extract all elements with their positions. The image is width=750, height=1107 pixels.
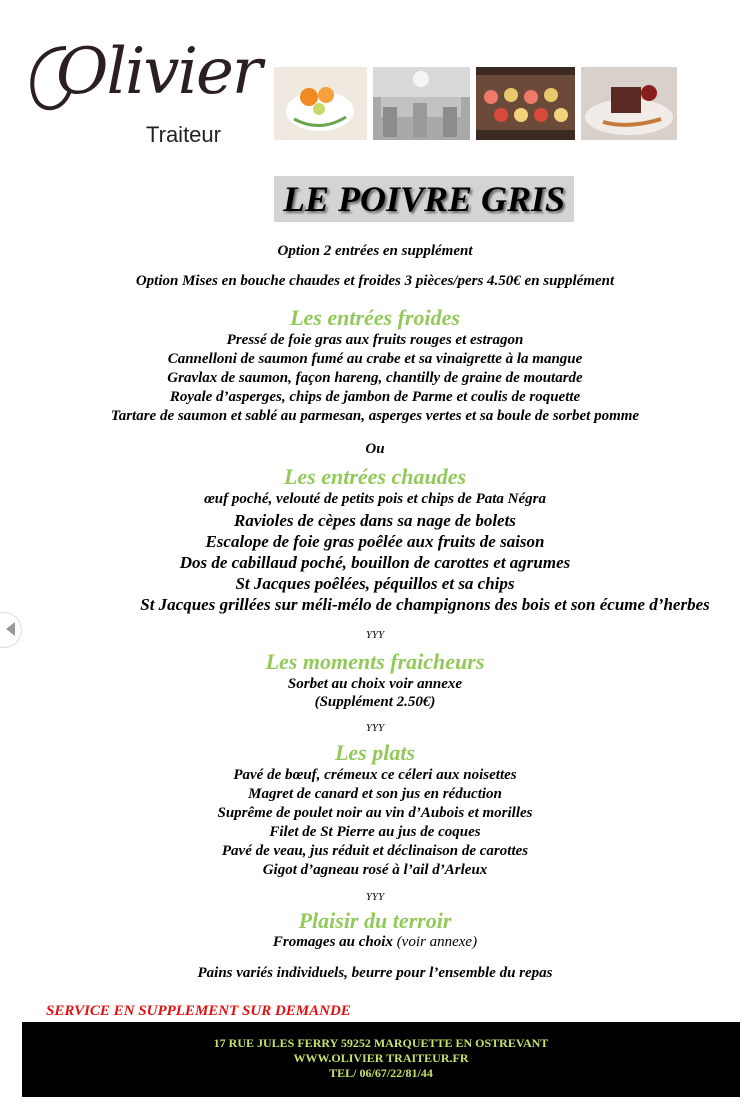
option-line-1: Option 2 entrées en supplément (277, 243, 473, 259)
section-heading-terroir: Plaisir du terroir (298, 908, 452, 933)
footer-bar (22, 1022, 740, 1097)
menu-item: œuf poché, velouté de petits pois et chips de Pata Négra (203, 491, 547, 507)
service-notice: SERVICE EN SUPPLEMENT SUR DEMANDE (46, 1003, 351, 1019)
menu-item: Gravlax de saumon, façon hareng, chantilly de graine de moutarde (167, 370, 583, 386)
dish-photo-1 (274, 67, 367, 140)
divider-ornament: YYY (365, 629, 385, 641)
cheese-item: Fromages au choix (272, 934, 393, 950)
menu-item: Gigot d’agneau rosé à l’ail d’Arleux (262, 862, 488, 878)
menu-item: Pressé de foie gras aux fruits rouges et estragon (226, 332, 524, 348)
section-heading-cold-starters: Les entrées froides (290, 305, 460, 330)
menu-item: Sorbet au choix voir annexe (287, 676, 463, 692)
divider-ornament: YYY (365, 722, 385, 734)
cheese-note: (voir annexe) (396, 934, 478, 950)
menu-item: Cannelloni de saumon fumé au crabe et sa vinaigrette à la mangue (167, 351, 583, 367)
menu-item: St Jacques poêlées, péquillos et sa chips (235, 574, 515, 593)
menu-item: Pavé de veau, jus réduit et déclinaison de carottes (221, 843, 529, 859)
menu-item: St Jacques grillées sur méli-mélo de champignons des bois et son écume d’herbes (140, 595, 710, 614)
or-separator: Ou (365, 441, 385, 457)
menu-item: Pavé de bœuf, crémeux ce céleri aux noisettes (233, 767, 517, 783)
menu-item: Magret de canard et son jus en réduction (248, 786, 502, 802)
menu-item: (Supplément 2.50€) (314, 694, 436, 710)
section-heading-mains: Les plats (334, 740, 416, 765)
menu-item: Dos de cabillaud poché, bouillon de carottes et agrumes (179, 553, 571, 572)
menu-item: Tartare de saumon et sablé au parmesan, asperges vertes et sa boule de sorbet pomme (110, 408, 640, 424)
divider-ornament: YYY (365, 891, 385, 903)
chevron-left-icon[interactable] (0, 612, 22, 648)
menu-item (0, 934, 750, 951)
footer-phone: TEL/ 06/67/22/81/44 (329, 1066, 433, 1080)
menu-item: Escalope de foie gras poêlée aux fruits de saison (205, 532, 545, 551)
bread-line: Pains variés individuels, beurre pour l’ensemble du repas (197, 965, 553, 981)
menu-item: Ravioles de cèpes dans sa nage de bolets (234, 511, 516, 530)
dish-photo-2 (373, 67, 470, 140)
menu-item: Royale d’asperges, chips de jambon de Parme et coulis de roquette (169, 389, 581, 405)
dish-photo-4 (581, 67, 677, 140)
brand-logo (26, 35, 261, 152)
footer-website: WWW.OLIVIER TRAITEUR.FR (293, 1051, 469, 1065)
menu-item: Suprême de poulet noir au vin d’Aubois et morilles (217, 805, 533, 821)
section-heading-hot-starters: Les entrées chaudes (283, 464, 467, 489)
footer-address: 17 RUE JULES FERRY 59252 MARQUETTE EN OSTREVANT (213, 1036, 549, 1050)
brand-subtitle: Traiteur (146, 122, 221, 147)
menu-item: Filet de St Pierre au jus de coques (269, 824, 481, 840)
brand-script: Olivier (56, 35, 261, 109)
dish-photo-3 (476, 67, 575, 140)
option-line-2: Option Mises en bouche chaudes et froides 3 pièces/pers 4.50€ en supplément (135, 273, 615, 289)
section-heading-fresh: Les moments fraicheurs (265, 649, 485, 674)
menu-title: LE POIVRE GRIS (274, 176, 574, 222)
